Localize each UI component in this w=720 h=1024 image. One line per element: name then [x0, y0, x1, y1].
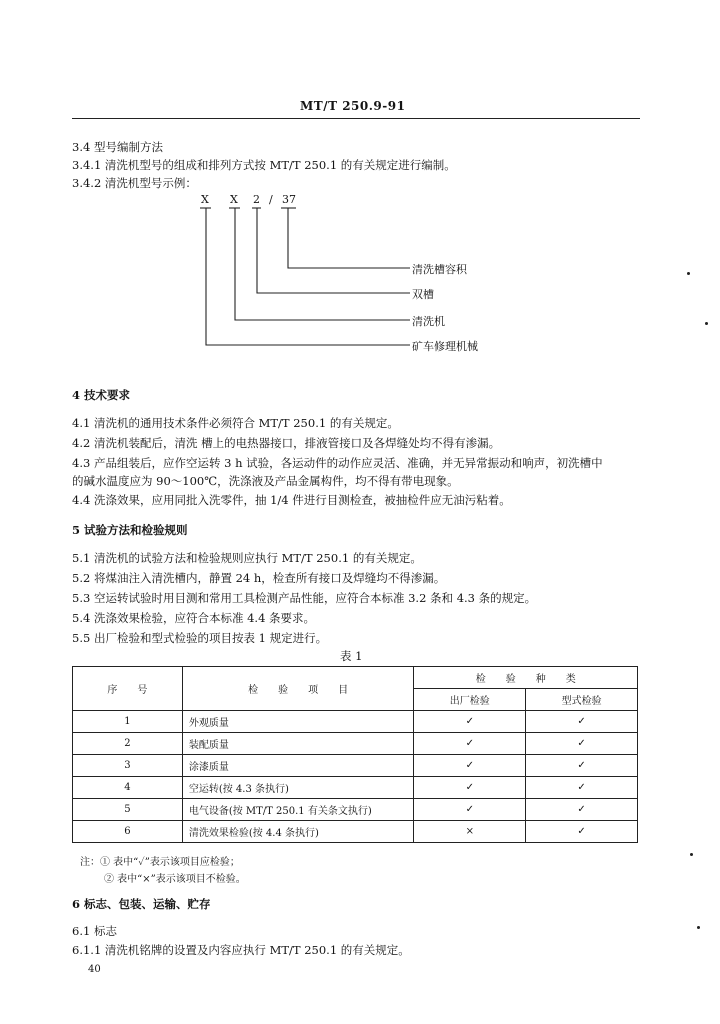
section-5-title: 5 试验方法和检验规则 — [72, 523, 188, 537]
section-6-1-title: 6.1 标志 — [72, 924, 117, 938]
section-3-4-title: 3.4 型号编制方法 — [72, 140, 163, 154]
header-type-group: 检 验 种 类 — [414, 667, 638, 689]
row-factory-mark: × — [414, 821, 526, 843]
para-4-3-line2: 的碱水温度应为 90～100℃，洗涤液及产品金属构件，均不得有带电现象。 — [72, 474, 459, 488]
row-type-mark: ✓ — [526, 777, 638, 799]
label-double-tank: 双槽 — [412, 288, 434, 301]
table-note-2: ② 表中“×”表示该项目不检验。 — [104, 874, 246, 885]
table-row — [73, 733, 638, 755]
row-seq: 4 — [73, 777, 183, 799]
scan-speck — [687, 272, 690, 275]
scan-speck — [697, 926, 700, 929]
table-caption: 表 1 — [340, 649, 363, 663]
table-row — [73, 799, 638, 821]
para-5-3: 5.3 空运转试验时用目测和常用工具检测产品性能，应符合本标准 3.2 条和 4.3 条的规定。 — [72, 591, 537, 605]
inspection-table — [72, 666, 638, 843]
row-factory-mark: ✓ — [414, 733, 526, 755]
code-char-x2: X — [230, 193, 238, 206]
label-tank-volume: 清洗槽容积 — [412, 263, 467, 276]
label-mine-car-repair: 矿车修理机械 — [412, 340, 478, 353]
row-item: 电气设备(按 MT/T 250.1 有关条文执行) — [182, 799, 414, 821]
row-item: 涂漆质量 — [182, 755, 414, 777]
header-type-test: 型式检验 — [526, 689, 638, 711]
row-seq: 5 — [73, 799, 183, 821]
section-6-title: 6 标志、包装、运输、贮存 — [72, 897, 211, 911]
row-type-mark: ✓ — [526, 755, 638, 777]
scan-speck — [690, 853, 693, 856]
page-number: 40 — [88, 964, 101, 975]
table-row — [73, 755, 638, 777]
code-char-2: 2 — [253, 193, 260, 206]
row-factory-mark: ✓ — [414, 777, 526, 799]
para-6-1-1: 6.1.1 清洗机铭牌的设置及内容应执行 MT/T 250.1 的有关规定。 — [72, 943, 410, 957]
para-5-5: 5.5 出厂检验和型式检验的项目按表 1 规定进行。 — [72, 631, 328, 645]
row-factory-mark: ✓ — [414, 711, 526, 733]
para-3-4-2: 3.4.2 清洗机型号示例： — [72, 176, 197, 190]
table-row — [73, 711, 638, 733]
header-factory: 出厂检验 — [414, 689, 526, 711]
header-seq: 序 号 — [73, 667, 183, 711]
row-type-mark: ✓ — [526, 799, 638, 821]
code-char-x1: X — [201, 193, 209, 206]
para-4-4: 4.4 洗涤效果，应用同批入洗零件，抽 1/4 件进行目测检查，被抽检件应无油污粘着。 — [72, 493, 511, 507]
row-type-mark: ✓ — [526, 733, 638, 755]
row-seq: 2 — [73, 733, 183, 755]
table-note-1: 注：① 表中“✓”表示该项目应检验； — [80, 857, 240, 868]
code-connector-lines — [0, 0, 720, 400]
label-cleaner: 清洗机 — [412, 315, 445, 328]
row-item: 空运转(按 4.3 条执行) — [182, 777, 414, 799]
section-4-title: 4 技术要求 — [72, 388, 131, 402]
para-4-2: 4.2 清洗机装配后，清洗 槽上的电热器接口，排液管接口及各焊缝处均不得有渗漏。 — [72, 436, 501, 450]
para-4-3-line1: 4.3 产品组装后，应作空运转 3 h 试验，各运动件的动作应灵活、准确，并无异常振动和响声，初洗槽中 — [72, 456, 603, 470]
row-item: 清洗效果检验(按 4.4 条执行) — [182, 821, 414, 843]
row-type-mark: ✓ — [526, 821, 638, 843]
row-seq: 1 — [73, 711, 183, 733]
para-4-1: 4.1 清洗机的通用技术条件必须符合 MT/T 250.1 的有关规定。 — [72, 416, 399, 430]
row-item: 装配质量 — [182, 733, 414, 755]
header-item: 检 验 项 目 — [182, 667, 414, 711]
code-char-slash: / — [269, 193, 273, 206]
row-seq: 3 — [73, 755, 183, 777]
scan-speck — [705, 322, 708, 325]
para-3-4-1: 3.4.1 清洗机型号的组成和排列方式按 MT/T 250.1 的有关规定进行编制。 — [72, 158, 456, 172]
row-item: 外观质量 — [182, 711, 414, 733]
code-char-37: 37 — [282, 193, 296, 206]
row-factory-mark: ✓ — [414, 755, 526, 777]
para-5-1: 5.1 清洗机的试验方法和检验规则应执行 MT/T 250.1 的有关规定。 — [72, 551, 422, 565]
para-5-2: 5.2 将煤油注入清洗槽内，静置 24 h，检查所有接口及焊缝均不得渗漏。 — [72, 571, 446, 585]
standard-code: MT/T 250.9-91 — [300, 99, 406, 113]
row-seq: 6 — [73, 821, 183, 843]
table-row — [73, 821, 638, 843]
table-row — [73, 777, 638, 799]
para-5-4: 5.4 洗涤效果检验，应符合本标准 4.4 条要求。 — [72, 611, 316, 625]
row-type-mark: ✓ — [526, 711, 638, 733]
row-factory-mark: ✓ — [414, 799, 526, 821]
